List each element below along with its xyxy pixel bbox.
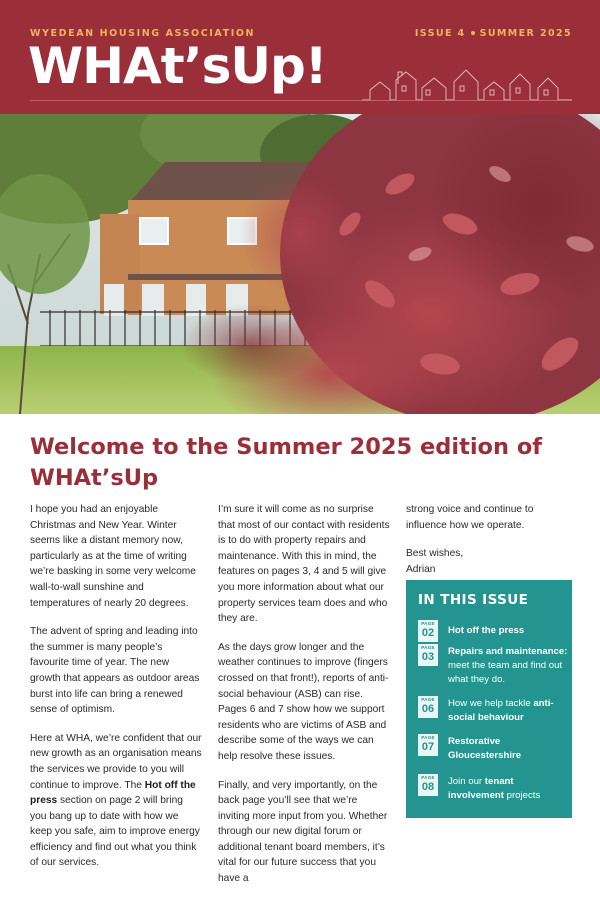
paragraph: Here at WHA, we’re confident that our new growth as an organisation means the services we provide to you will continue to improve. The Hot off the press section on page 2 will bring you bang up to date with how we keep you safe, aim to improve energy efficiency and find out what you think of our services. [30, 732, 202, 869]
in-this-issue-box [406, 580, 572, 818]
contents-item-label: How we help tackle anti-social behaviour [448, 698, 554, 723]
masthead-rule [30, 100, 570, 101]
house-skyline-icon [362, 60, 572, 102]
newsletter-title: WHAt’sUp! [28, 37, 327, 95]
page-badge: PAGE 08 [418, 774, 438, 796]
housing-photo-icon [0, 114, 600, 414]
issue-season: SUMMER 2025 [479, 28, 572, 39]
article-column-1 [30, 502, 202, 884]
page-badge: PAGE 07 [418, 734, 438, 756]
issue-number: ISSUE 4 [414, 28, 466, 39]
paragraph: Finally, and very importantly, on the back page you’ll see that we’re inviting more input from you. Whether through our new digital forum or additional tenant board members, it’s vital for our future success that you have a [218, 779, 388, 885]
article-headline [30, 432, 570, 494]
contents-item-label: Restorative Gloucestershire [448, 736, 522, 761]
headline-line-2: WHAt’sUp [30, 465, 159, 491]
signoff: Best wishes, Adrian [406, 548, 464, 575]
article-column-3 [406, 502, 572, 577]
contents-item-label: Hot off the press [448, 625, 525, 636]
masthead [0, 0, 600, 114]
page-badge: PAGE 02 [418, 620, 438, 642]
paragraph: I hope you had an enjoyable Christmas and New Year. Winter seems like a distant memory now, particularly as at the time of writing we’re basking in some very welcome wall-to-wall sunshine and temperatures of nearly 20 degrees. [30, 504, 196, 609]
contents-item-label: Repairs and maintenance: meet the team and find out what they do. [448, 646, 568, 685]
paragraph: I’m sure it will come as no surprise that most of our contact with residents is to do with property repairs and maintenance. With this in mind, the features on pages 3, 4 and 5 will give you more information about what our property services team does and who they are. [218, 504, 390, 625]
cover-photo [0, 114, 600, 414]
contents-item-label: Join our tenant involvement projects [448, 776, 541, 801]
in-this-issue-title: IN THIS ISSUE [418, 592, 529, 608]
article-column-2 [218, 502, 390, 900]
author-name: Adrian [406, 563, 436, 575]
organisation-name: WYEDEAN HOUSING ASSOCIATION [30, 28, 256, 39]
headline-line-1: Welcome to the Summer 2025 edition of [30, 434, 543, 460]
page-badge: PAGE 06 [418, 696, 438, 718]
issue-info [415, 28, 572, 39]
paragraph: strong voice and continue to influence how we operate. [406, 504, 534, 531]
paragraph: As the days grow longer and the weather continues to improve (fingers crossed on that front!), reports of anti-social behaviour (ASB) can rise. Pages 6 and 7 show how we support residents who are victims of ASB and describe some of the ways we can help resolve these issues. [218, 641, 389, 762]
separator-dot [471, 31, 475, 35]
hot-off-the-press-emphasis: Hot off the press [30, 779, 196, 807]
page-badge: PAGE 03 [418, 644, 438, 666]
paragraph: The advent of spring and leading into the summer is many people’s favourite time of year. The new growth that appears as outdoor areas burst into life can bring a renewed sense of optimism. [30, 626, 200, 716]
